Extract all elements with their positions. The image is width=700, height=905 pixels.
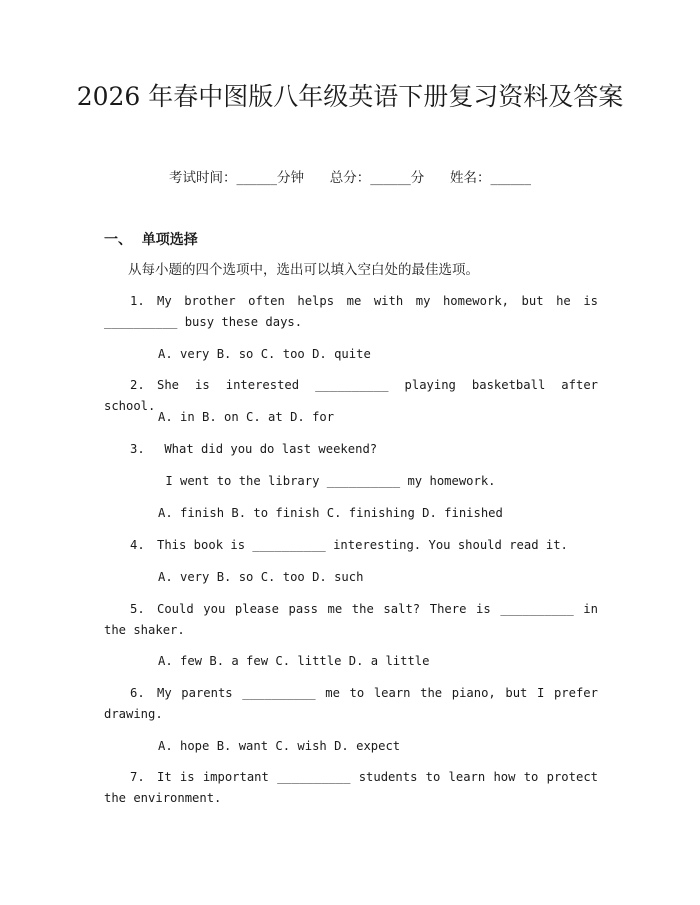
document-title: 2026 年春中图版八年级英语下册复习资料及答案 — [76, 82, 624, 111]
question-5-options: A. few B. a few C. little D. a little — [158, 654, 430, 668]
question-number: 1. — [130, 294, 145, 308]
question-3-options: A. finish B. to finish C. finishing D. finished — [158, 506, 503, 520]
exam-info-line: 考试时间：______分钟 总分：______分 姓名：______ — [169, 170, 531, 186]
question-number: 3. — [130, 442, 145, 456]
question-text: Could you please pass me the salt? There is __________ in the shaker. — [104, 602, 598, 637]
question-number: 6. — [130, 686, 145, 700]
question-5 — [104, 599, 598, 641]
question-2-options: A. in B. on C. at D. for — [158, 410, 335, 424]
question-text: This book is __________ interesting. You should read it. — [157, 538, 568, 552]
question-4-options: A. very B. so C. too D. such — [158, 570, 364, 584]
question-6 — [104, 683, 598, 725]
question-number: 5. — [130, 602, 145, 616]
question-1-options: A. very B. so C. too D. quite — [158, 347, 371, 361]
question-text: My parents __________ me to learn the piano, but I prefer drawing. — [104, 686, 598, 721]
section-instruction: 从每小题的四个选项中，选出可以填入空白处的最佳选项。 — [128, 262, 479, 278]
section-heading: 一、 单项选择 — [104, 232, 198, 248]
question-4 — [104, 535, 598, 556]
question-number: 7. — [130, 770, 145, 784]
question-7 — [104, 767, 598, 809]
question-text: It is important __________ students to learn how to protect the environment. — [104, 770, 598, 805]
question-number: 2. — [130, 378, 145, 392]
question-number: 4. — [130, 538, 145, 552]
question-text: She is interested __________ playing basketball after school. — [104, 378, 598, 413]
question-text: My brother often helps me with my homework, but he is __________ busy these days. — [104, 294, 598, 329]
question-3 — [104, 439, 598, 460]
question-text: What did you do last weekend? — [157, 442, 378, 456]
question-6-options: A. hope B. want C. wish D. expect — [158, 739, 401, 753]
question-3-reply: I went to the library __________ my homework. — [158, 474, 496, 488]
question-1 — [104, 291, 598, 333]
